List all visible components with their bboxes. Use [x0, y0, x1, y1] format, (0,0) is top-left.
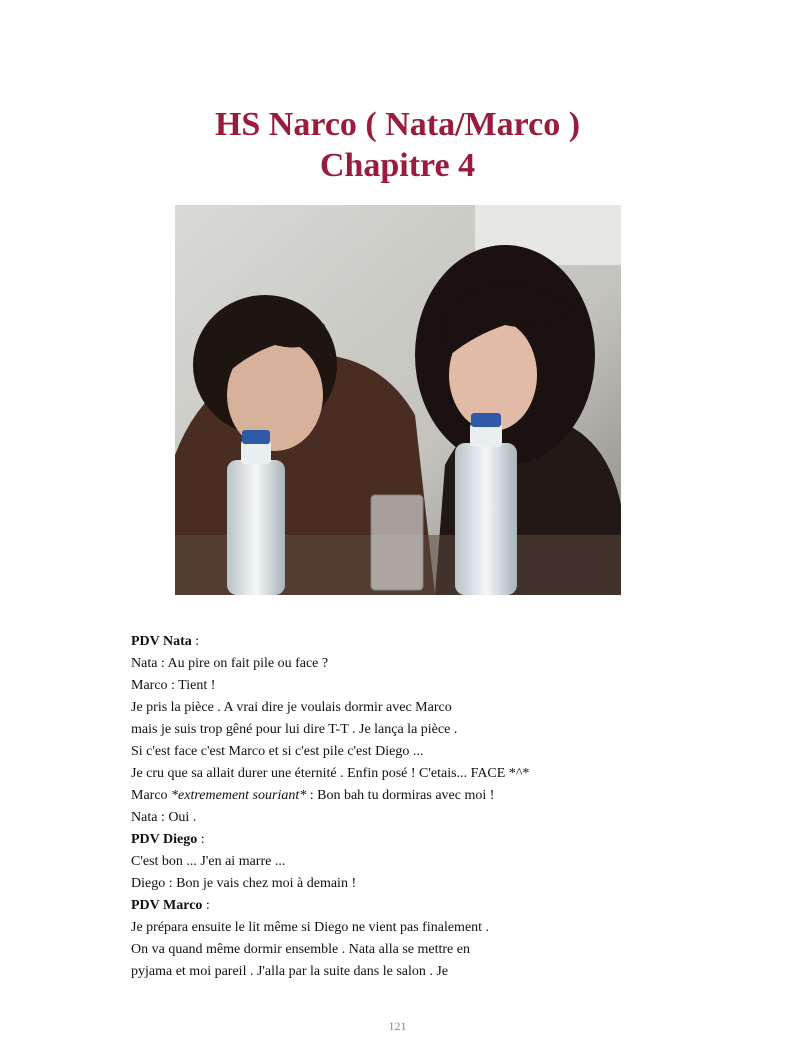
story-line: Nata : Oui . — [131, 810, 197, 825]
story-line: pyjama et moi pareil . J'alla par la suite dans le salon . Je — [131, 964, 449, 979]
story-line: mais je suis trop gêné pour lui dire T-T . Je lança la pièce . — [131, 722, 458, 737]
story-line: Marco *extremement souriant* : Bon bah tu dormiras avec moi ! — [131, 788, 495, 803]
story-line: PDV Diego : — [131, 832, 205, 847]
story-line: Je cru que sa allait durer une éternité . Enfin posé ! C'etais... FACE *^* — [131, 766, 530, 781]
story-line: Je pris la pièce . A vrai dire je voulais dormir avec Marco — [131, 700, 452, 715]
story-line: Nata : Au pire on fait pile ou face ? — [131, 656, 329, 671]
story-line: Si c'est face c'est Marco et si c'est pile c'est Diego ... — [131, 744, 424, 759]
story-line: PDV Marco : — [131, 898, 210, 913]
pov-heading-marco: PDV Marco — [131, 898, 203, 913]
story-line: Je prépara ensuite le lit même si Diego ne vient pas finalement . — [131, 920, 490, 935]
stage-direction: *extremement souriant* — [171, 788, 307, 803]
pov-heading-diego: PDV Diego — [131, 832, 198, 847]
story-line: On va quand même dormir ensemble . Nata alla se mettre en — [131, 942, 470, 957]
story-line: PDV Nata : — [131, 634, 200, 649]
chapter-photo — [175, 205, 621, 595]
chapter-title-line-2: Chapitre 4 — [319, 147, 476, 184]
pov-heading-nata: PDV Nata — [131, 634, 192, 649]
page-number: 121 — [388, 1019, 407, 1033]
story-line: Diego : Bon je vais chez moi à demain ! — [131, 876, 357, 891]
story-line: Marco : Tient ! — [131, 678, 216, 693]
story-line: C'est bon ... J'en ai marre ... — [131, 854, 286, 869]
chapter-title-line-1: HS Narco ( Nata/Marco ) — [214, 106, 581, 143]
story-text — [131, 631, 691, 983]
